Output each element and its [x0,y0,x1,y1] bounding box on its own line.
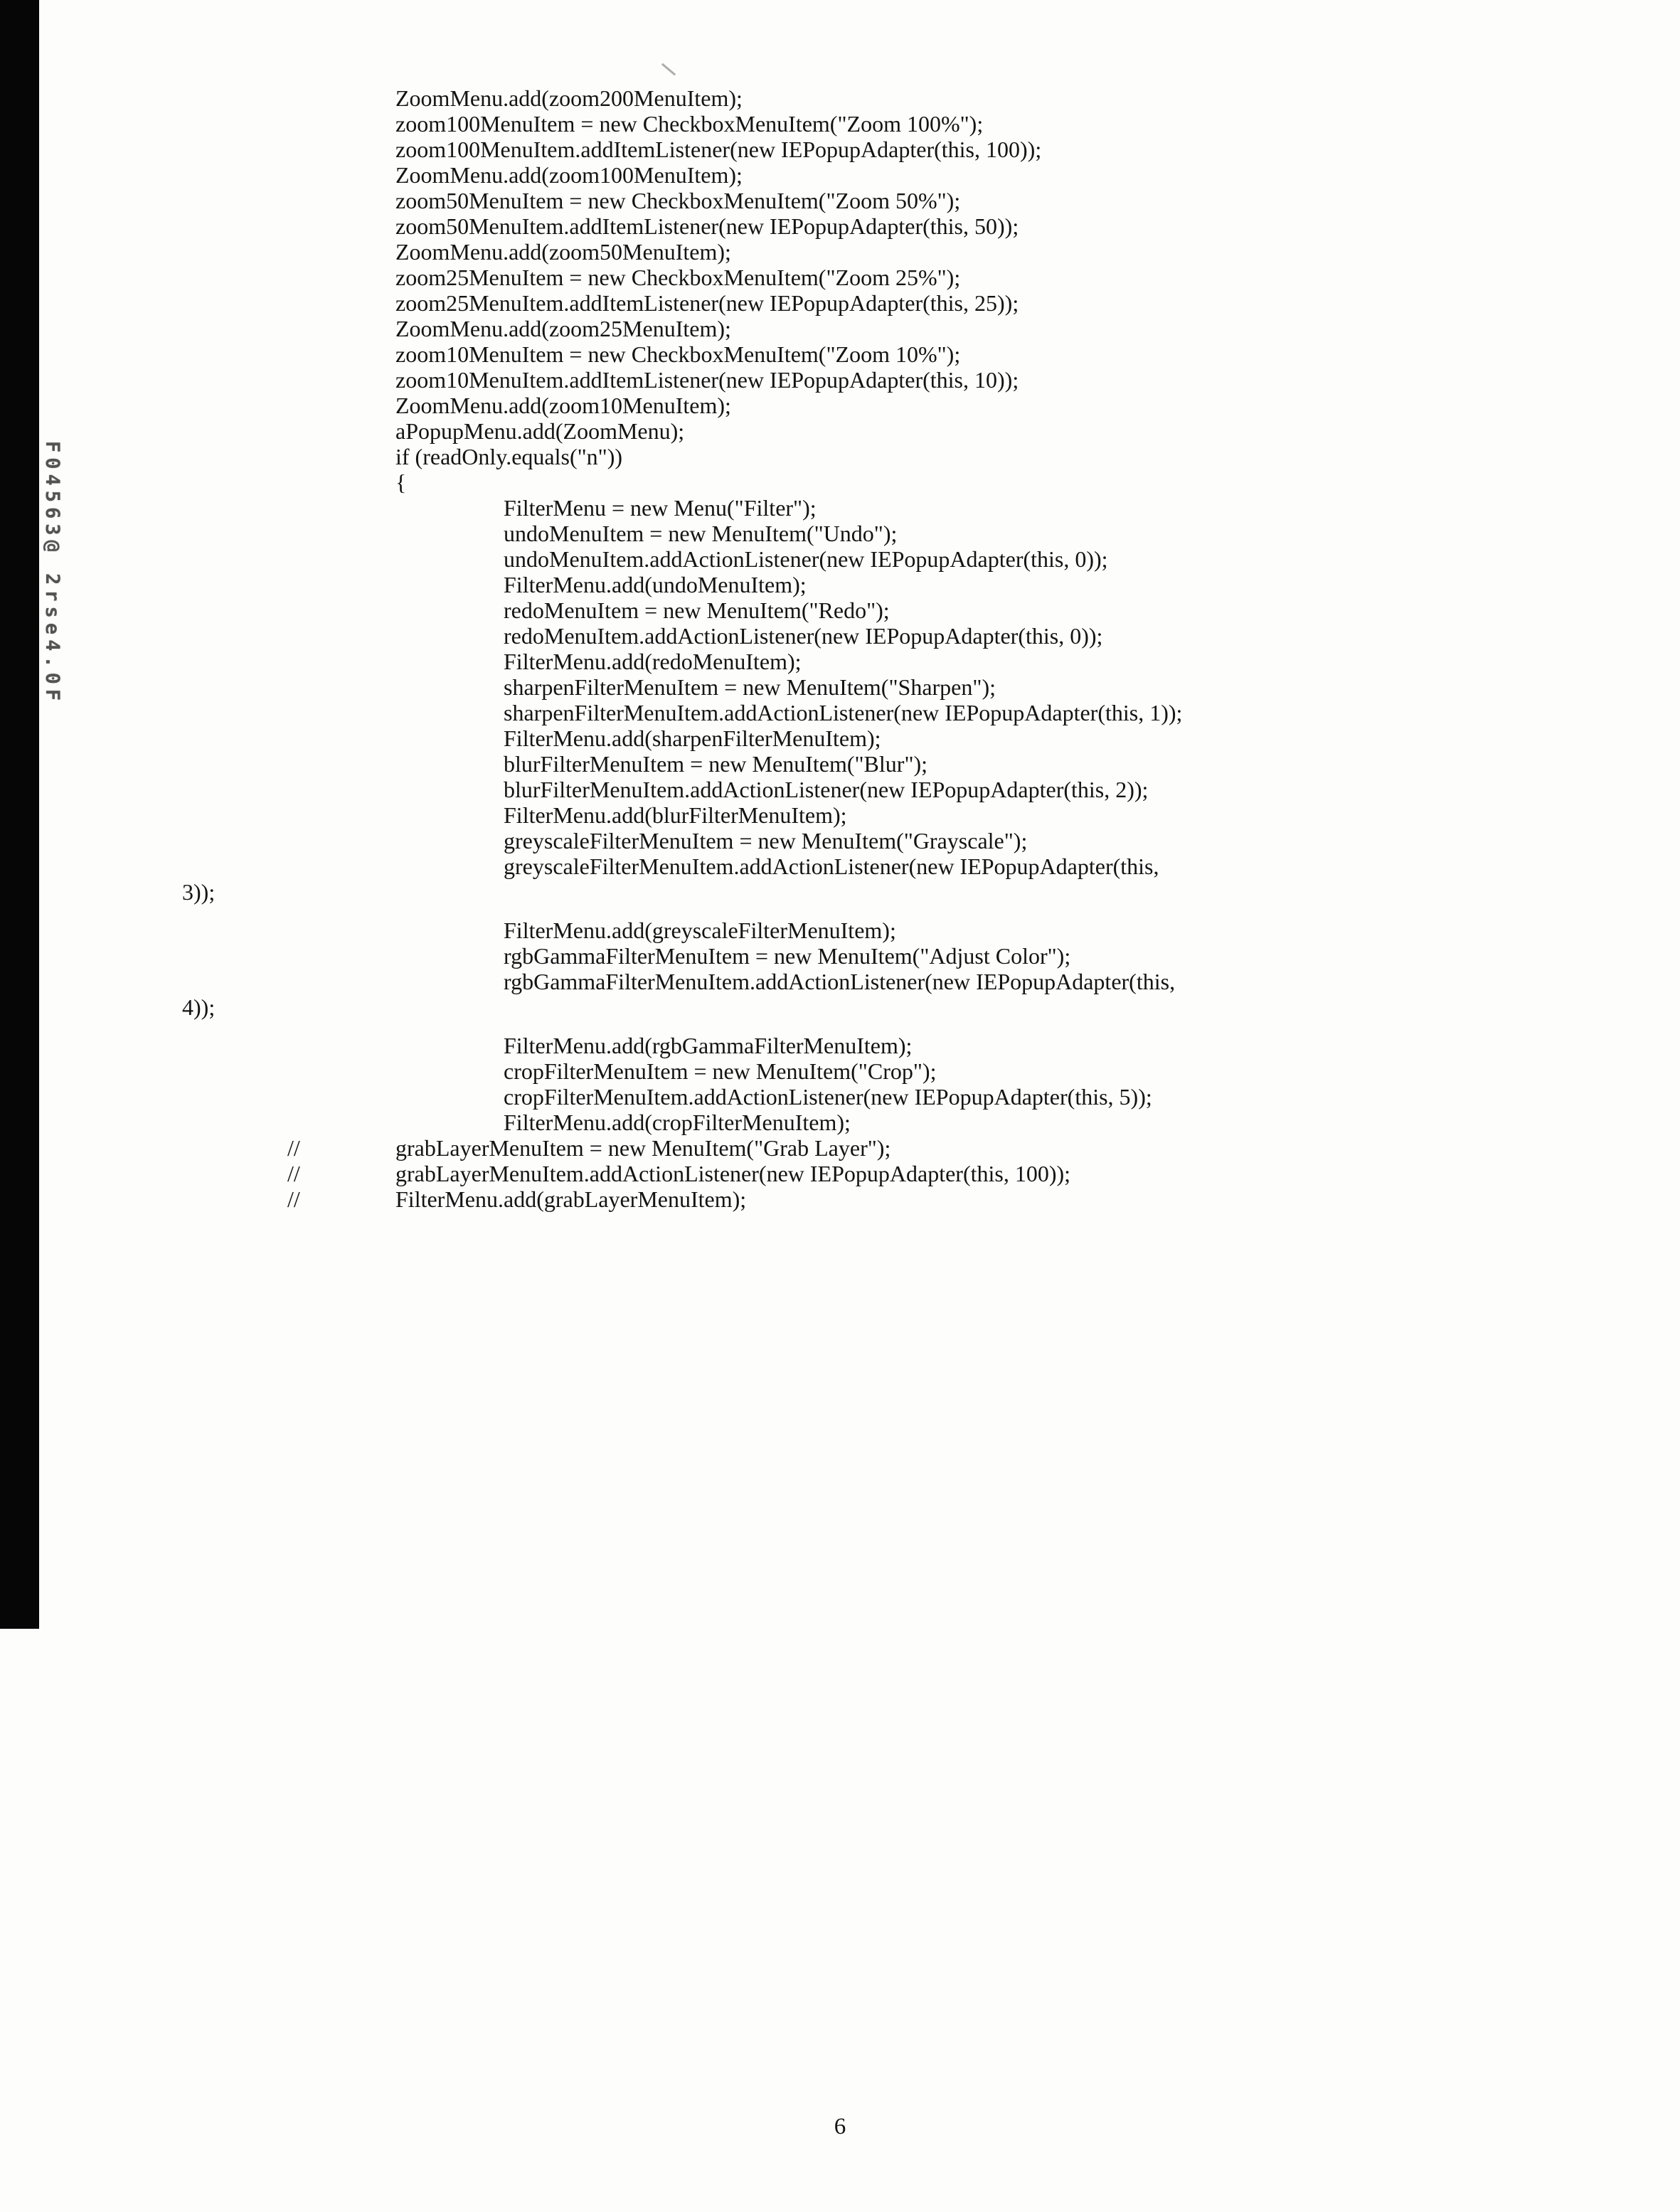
code-line [0,943,1680,969]
code-line [0,239,1680,265]
code-text: zoom10MenuItem.addItemListener(new IEPopupAdapter(this, 10)); [395,367,1019,393]
code-line [0,623,1680,649]
code-text: ZoomMenu.add(zoom10MenuItem); [395,393,731,418]
code-line [0,265,1680,290]
code-line [0,1135,1680,1161]
code-text: aPopupMenu.add(ZoomMenu); [395,418,685,444]
code-text: FilterMenu = new Menu("Filter"); [504,495,817,521]
comment-marker: // [287,1161,300,1186]
code-text: greyscaleFilterMenuItem.addActionListener(new IEPopupAdapter(this, [504,854,1159,879]
code-line [0,290,1680,316]
code-line [0,777,1680,802]
code-text: sharpenFilterMenuItem.addActionListener(new IEPopupAdapter(this, 1)); [504,700,1183,725]
code-line [0,1161,1680,1186]
code-line [0,802,1680,828]
code-line [0,162,1680,188]
code-listing [0,85,1680,1212]
code-line [0,1186,1680,1212]
code-text: FilterMenu.add(redoMenuItem); [504,649,802,674]
code-text: zoom10MenuItem = new CheckboxMenuItem("Zoom 10%"); [395,341,961,367]
code-text: ZoomMenu.add(zoom50MenuItem); [395,239,731,265]
code-text: greyscaleFilterMenuItem = new MenuItem("Grayscale"); [504,828,1028,854]
code-line [0,137,1680,162]
code-line [0,994,1680,1020]
code-text: FilterMenu.add(grabLayerMenuItem); [395,1186,747,1212]
code-text: if (readOnly.equals("n")) [395,444,623,469]
code-text: blurFilterMenuItem.addActionListener(new IEPopupAdapter(this, 2)); [504,777,1149,802]
code-text: zoom100MenuItem.addItemListener(new IEPopupAdapter(this, 100)); [395,137,1042,162]
code-line [0,725,1680,751]
code-line [0,469,1680,495]
code-text: FilterMenu.add(sharpenFilterMenuItem); [504,725,881,751]
comment-marker: // [287,1135,300,1161]
code-text: ZoomMenu.add(zoom25MenuItem); [395,316,731,341]
scan-artifact [661,63,676,76]
code-line [0,521,1680,546]
code-text: sharpenFilterMenuItem = new MenuItem("Sharpen"); [504,674,996,700]
code-line [0,1058,1680,1084]
code-line [0,188,1680,213]
code-line [0,751,1680,777]
code-text: grabLayerMenuItem.addActionListener(new IEPopupAdapter(this, 100)); [395,1161,1071,1186]
code-text: zoom50MenuItem = new CheckboxMenuItem("Zoom 50%"); [395,188,961,213]
code-line [0,674,1680,700]
code-line [0,444,1680,469]
code-text: cropFilterMenuItem.addActionListener(new IEPopupAdapter(this, 5)); [504,1084,1152,1110]
code-text: ZoomMenu.add(zoom200MenuItem); [395,85,743,111]
code-line [0,1084,1680,1110]
code-text: redoMenuItem = new MenuItem("Redo"); [504,597,890,623]
code-text: FilterMenu.add(blurFilterMenuItem); [504,802,847,828]
code-line [0,700,1680,725]
code-line [0,367,1680,393]
code-text: ZoomMenu.add(zoom100MenuItem); [395,162,743,188]
patent-stamp-text: F04563@ 2rse4.0F [41,441,63,706]
code-text: cropFilterMenuItem = new MenuItem("Crop"); [504,1058,937,1084]
code-text: 3)); [182,879,216,905]
code-line [0,111,1680,137]
code-text: zoom100MenuItem = new CheckboxMenuItem("Zoom 100%"); [395,111,984,137]
code-line [0,649,1680,674]
code-line [0,879,1680,905]
code-line [0,85,1680,111]
code-text: FilterMenu.add(undoMenuItem); [504,572,807,597]
code-line [0,341,1680,367]
code-text: FilterMenu.add(greyscaleFilterMenuItem); [504,918,896,943]
page-number: 6 [834,2114,846,2139]
code-text: zoom25MenuItem.addItemListener(new IEPopupAdapter(this, 25)); [395,290,1019,316]
code-line [0,393,1680,418]
comment-marker: // [287,1186,300,1212]
code-text: zoom50MenuItem.addItemListener(new IEPopupAdapter(this, 50)); [395,213,1019,239]
code-line [0,316,1680,341]
code-text: undoMenuItem.addActionListener(new IEPopupAdapter(this, 0)); [504,546,1108,572]
code-text: undoMenuItem = new MenuItem("Undo"); [504,521,898,546]
code-line [0,1110,1680,1135]
code-text: rgbGammaFilterMenuItem = new MenuItem("Adjust Color"); [504,943,1071,969]
code-line [0,854,1680,879]
code-text: FilterMenu.add(cropFilterMenuItem); [504,1110,851,1135]
code-text: blurFilterMenuItem = new MenuItem("Blur"); [504,751,928,777]
code-text: redoMenuItem.addActionListener(new IEPopupAdapter(this, 0)); [504,623,1103,649]
code-line [0,828,1680,854]
code-text: rgbGammaFilterMenuItem.addActionListener(new IEPopupAdapter(this, [504,969,1176,994]
code-line [0,418,1680,444]
code-text: FilterMenu.add(rgbGammaFilterMenuItem); [504,1033,913,1058]
code-text: { [395,469,407,495]
code-line [0,918,1680,943]
code-line [0,495,1680,521]
code-line [0,597,1680,623]
code-line [0,969,1680,994]
code-text: grabLayerMenuItem = new MenuItem("Grab Layer"); [395,1135,891,1161]
code-line [0,1033,1680,1058]
code-line [0,572,1680,597]
code-line [0,213,1680,239]
code-text: 4)); [182,994,216,1020]
code-line [0,546,1680,572]
code-text: zoom25MenuItem = new CheckboxMenuItem("Zoom 25%"); [395,265,961,290]
